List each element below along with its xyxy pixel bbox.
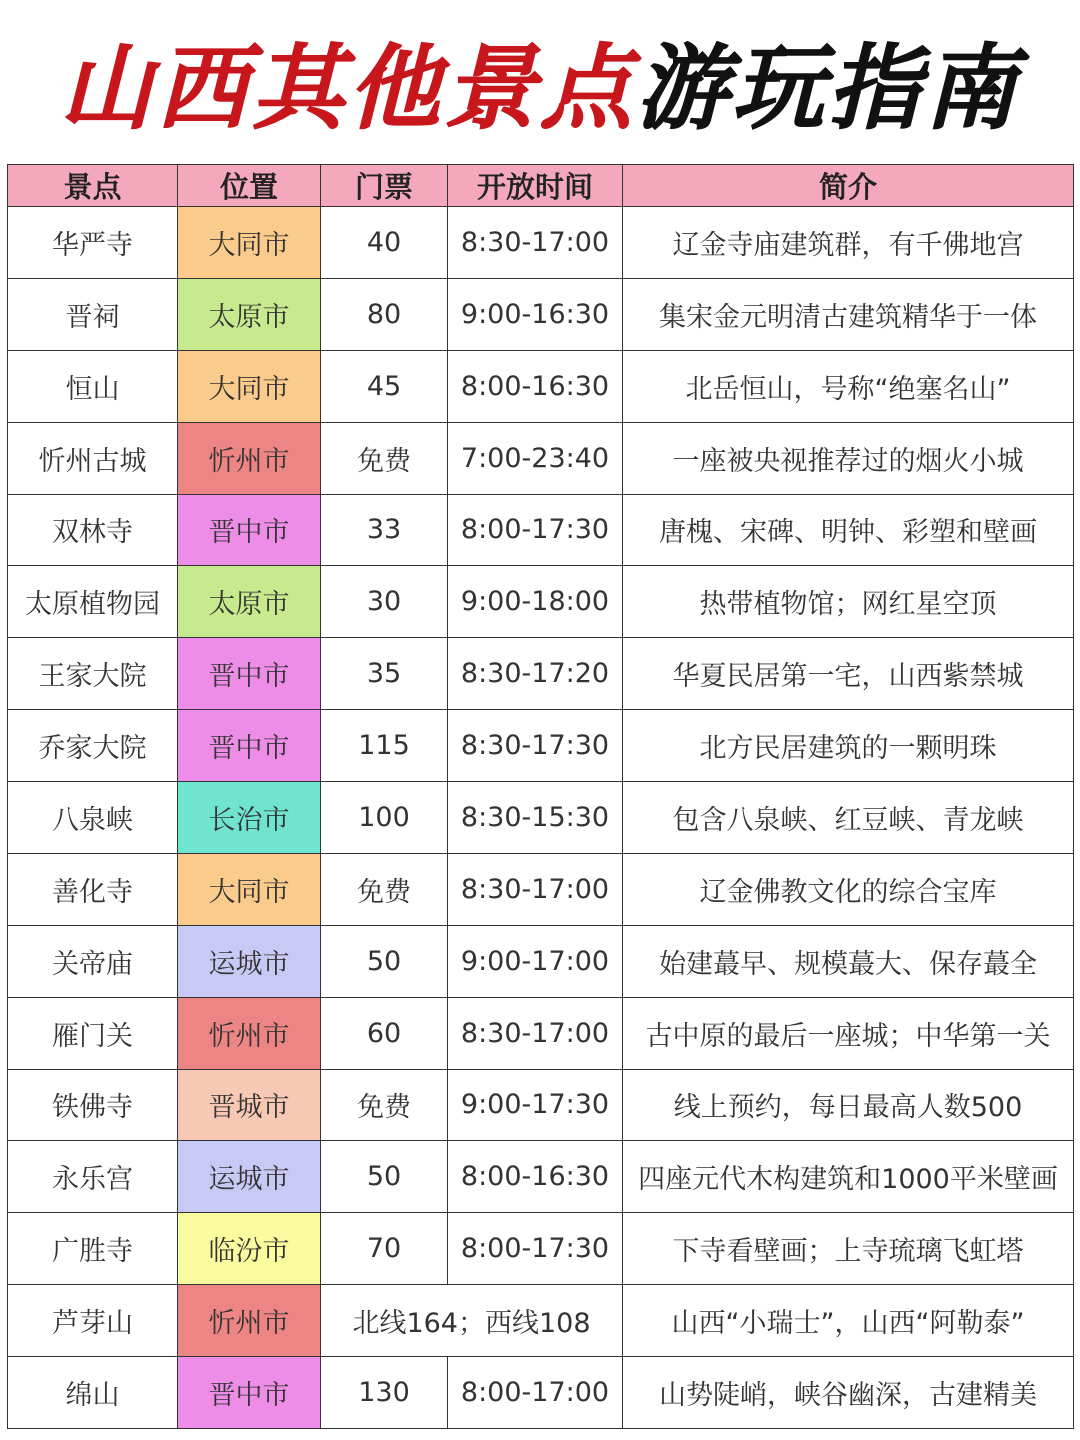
cell-location: 长治市 (178, 782, 321, 854)
table-row (8, 1285, 1074, 1357)
cell-ticket: 45 (321, 350, 448, 422)
cell-location: 太原市 (178, 566, 321, 638)
cell-hours: 7:00-23:40 (448, 422, 623, 494)
cell-hours: 8:30-17:00 (448, 207, 623, 279)
table-row (8, 422, 1074, 494)
cell-location: 运城市 (178, 925, 321, 997)
cell-name: 善化寺 (8, 853, 178, 925)
table-row (8, 278, 1074, 350)
cell-hours: 8:00-17:30 (448, 1213, 623, 1285)
table-row (8, 925, 1074, 997)
table-row (8, 997, 1074, 1069)
cell-desc: 山西“小瑞士”，山西“阿勒泰” (623, 1285, 1074, 1357)
table-row (8, 853, 1074, 925)
cell-desc: 北岳恒山，号称“绝塞名山” (623, 350, 1074, 422)
cell-desc: 辽金佛教文化的综合宝库 (623, 853, 1074, 925)
cell-desc: 一座被央视推荐过的烟火小城 (623, 422, 1074, 494)
cell-hours: 8:00-16:30 (448, 1141, 623, 1213)
cell-hours: 9:00-18:00 (448, 566, 623, 638)
cell-name: 广胜寺 (8, 1213, 178, 1285)
cell-name: 八泉峡 (8, 782, 178, 854)
cell-ticket: 100 (321, 782, 448, 854)
cell-name: 乔家大院 (8, 710, 178, 782)
cell-location: 临汾市 (178, 1213, 321, 1285)
table-row (8, 1357, 1074, 1429)
cell-name: 绵山 (8, 1357, 178, 1429)
cell-name: 王家大院 (8, 638, 178, 710)
header-name: 景点 (8, 165, 178, 207)
table-row (8, 494, 1074, 566)
cell-desc: 热带植物馆；网红星空顶 (623, 566, 1074, 638)
header-desc: 简介 (623, 165, 1074, 207)
cell-hours: 8:00-17:30 (448, 494, 623, 566)
cell-hours: 8:30-15:30 (448, 782, 623, 854)
cell-desc: 辽金寺庙建筑群，有千佛地宫 (623, 207, 1074, 279)
cell-ticket: 50 (321, 925, 448, 997)
header-hours: 开放时间 (448, 165, 623, 207)
cell-ticket: 30 (321, 566, 448, 638)
cell-hours: 8:30-17:00 (448, 853, 623, 925)
cell-ticket: 50 (321, 1141, 448, 1213)
cell-hours: 8:00-17:00 (448, 1357, 623, 1429)
cell-location: 晋中市 (178, 494, 321, 566)
cell-name: 双林寺 (8, 494, 178, 566)
cell-desc: 集宋金元明清古建筑精华于一体 (623, 278, 1074, 350)
cell-desc: 古中原的最后一座城；中华第一关 (623, 997, 1074, 1069)
cell-desc: 始建蕞早、规模蕞大、保存蕞全 (623, 925, 1074, 997)
table-row (8, 350, 1074, 422)
header-ticket: 门票 (321, 165, 448, 207)
cell-location: 太原市 (178, 278, 321, 350)
header-location: 位置 (178, 165, 321, 207)
table-row (8, 1069, 1074, 1141)
table-row (8, 1141, 1074, 1213)
cell-location: 晋中市 (178, 1357, 321, 1429)
cell-ticket: 80 (321, 278, 448, 350)
cell-hours: 8:30-17:00 (448, 997, 623, 1069)
cell-name: 忻州古城 (8, 422, 178, 494)
cell-name: 芦芽山 (8, 1285, 178, 1357)
cell-location: 大同市 (178, 853, 321, 925)
table-row (8, 638, 1074, 710)
cell-desc: 华夏民居第一宅，山西紫禁城 (623, 638, 1074, 710)
cell-desc: 唐槐、宋碑、明钟、彩塑和壁画 (623, 494, 1074, 566)
cell-hours: 8:30-17:20 (448, 638, 623, 710)
cell-hours: 9:00-16:30 (448, 278, 623, 350)
cell-hours: 9:00-17:30 (448, 1069, 623, 1141)
cell-desc: 下寺看壁画；上寺琉璃飞虹塔 (623, 1213, 1074, 1285)
cell-ticket: 70 (321, 1213, 448, 1285)
cell-location: 忻州市 (178, 997, 321, 1069)
cell-hours: 9:00-17:00 (448, 925, 623, 997)
title-red-part: 山西其他景点 (59, 34, 636, 142)
cell-location: 运城市 (178, 1141, 321, 1213)
page-title (0, 0, 1080, 162)
table-header-row (8, 165, 1074, 207)
cell-hours: 8:30-17:30 (448, 710, 623, 782)
cell-ticket: 免费 (321, 1069, 448, 1141)
cell-desc: 四座元代木构建筑和1000平米壁画 (623, 1141, 1074, 1213)
cell-location: 大同市 (178, 207, 321, 279)
cell-ticket: 115 (321, 710, 448, 782)
cell-location: 大同市 (178, 350, 321, 422)
cell-ticket: 35 (321, 638, 448, 710)
cell-location: 忻州市 (178, 422, 321, 494)
cell-name: 雁门关 (8, 997, 178, 1069)
cell-location: 晋中市 (178, 710, 321, 782)
cell-name: 永乐宫 (8, 1141, 178, 1213)
cell-ticket: 免费 (321, 422, 448, 494)
cell-desc: 包含八泉峡、红豆峡、青龙峡 (623, 782, 1074, 854)
cell-name: 恒山 (8, 350, 178, 422)
table-row (8, 566, 1074, 638)
attractions-table (7, 164, 1074, 1429)
cell-ticket: 33 (321, 494, 448, 566)
cell-location: 忻州市 (178, 1285, 321, 1357)
cell-name: 晋祠 (8, 278, 178, 350)
cell-ticket: 40 (321, 207, 448, 279)
cell-ticket: 免费 (321, 853, 448, 925)
cell-ticket-hours-merged: 北线164；西线108 (321, 1285, 623, 1357)
cell-name: 关帝庙 (8, 925, 178, 997)
title-black-part: 游玩指南 (636, 34, 1021, 142)
cell-desc: 山势陡峭，峡谷幽深，古建精美 (623, 1357, 1074, 1429)
cell-name: 华严寺 (8, 207, 178, 279)
table-row (8, 1213, 1074, 1285)
table-row (8, 782, 1074, 854)
cell-name: 铁佛寺 (8, 1069, 178, 1141)
table-row (8, 207, 1074, 279)
cell-location: 晋中市 (178, 638, 321, 710)
cell-desc: 北方民居建筑的一颗明珠 (623, 710, 1074, 782)
cell-location: 晋城市 (178, 1069, 321, 1141)
cell-ticket: 130 (321, 1357, 448, 1429)
cell-ticket: 60 (321, 997, 448, 1069)
cell-desc: 线上预约，每日最高人数500 (623, 1069, 1074, 1141)
table-row (8, 710, 1074, 782)
cell-name: 太原植物园 (8, 566, 178, 638)
cell-hours: 8:00-16:30 (448, 350, 623, 422)
